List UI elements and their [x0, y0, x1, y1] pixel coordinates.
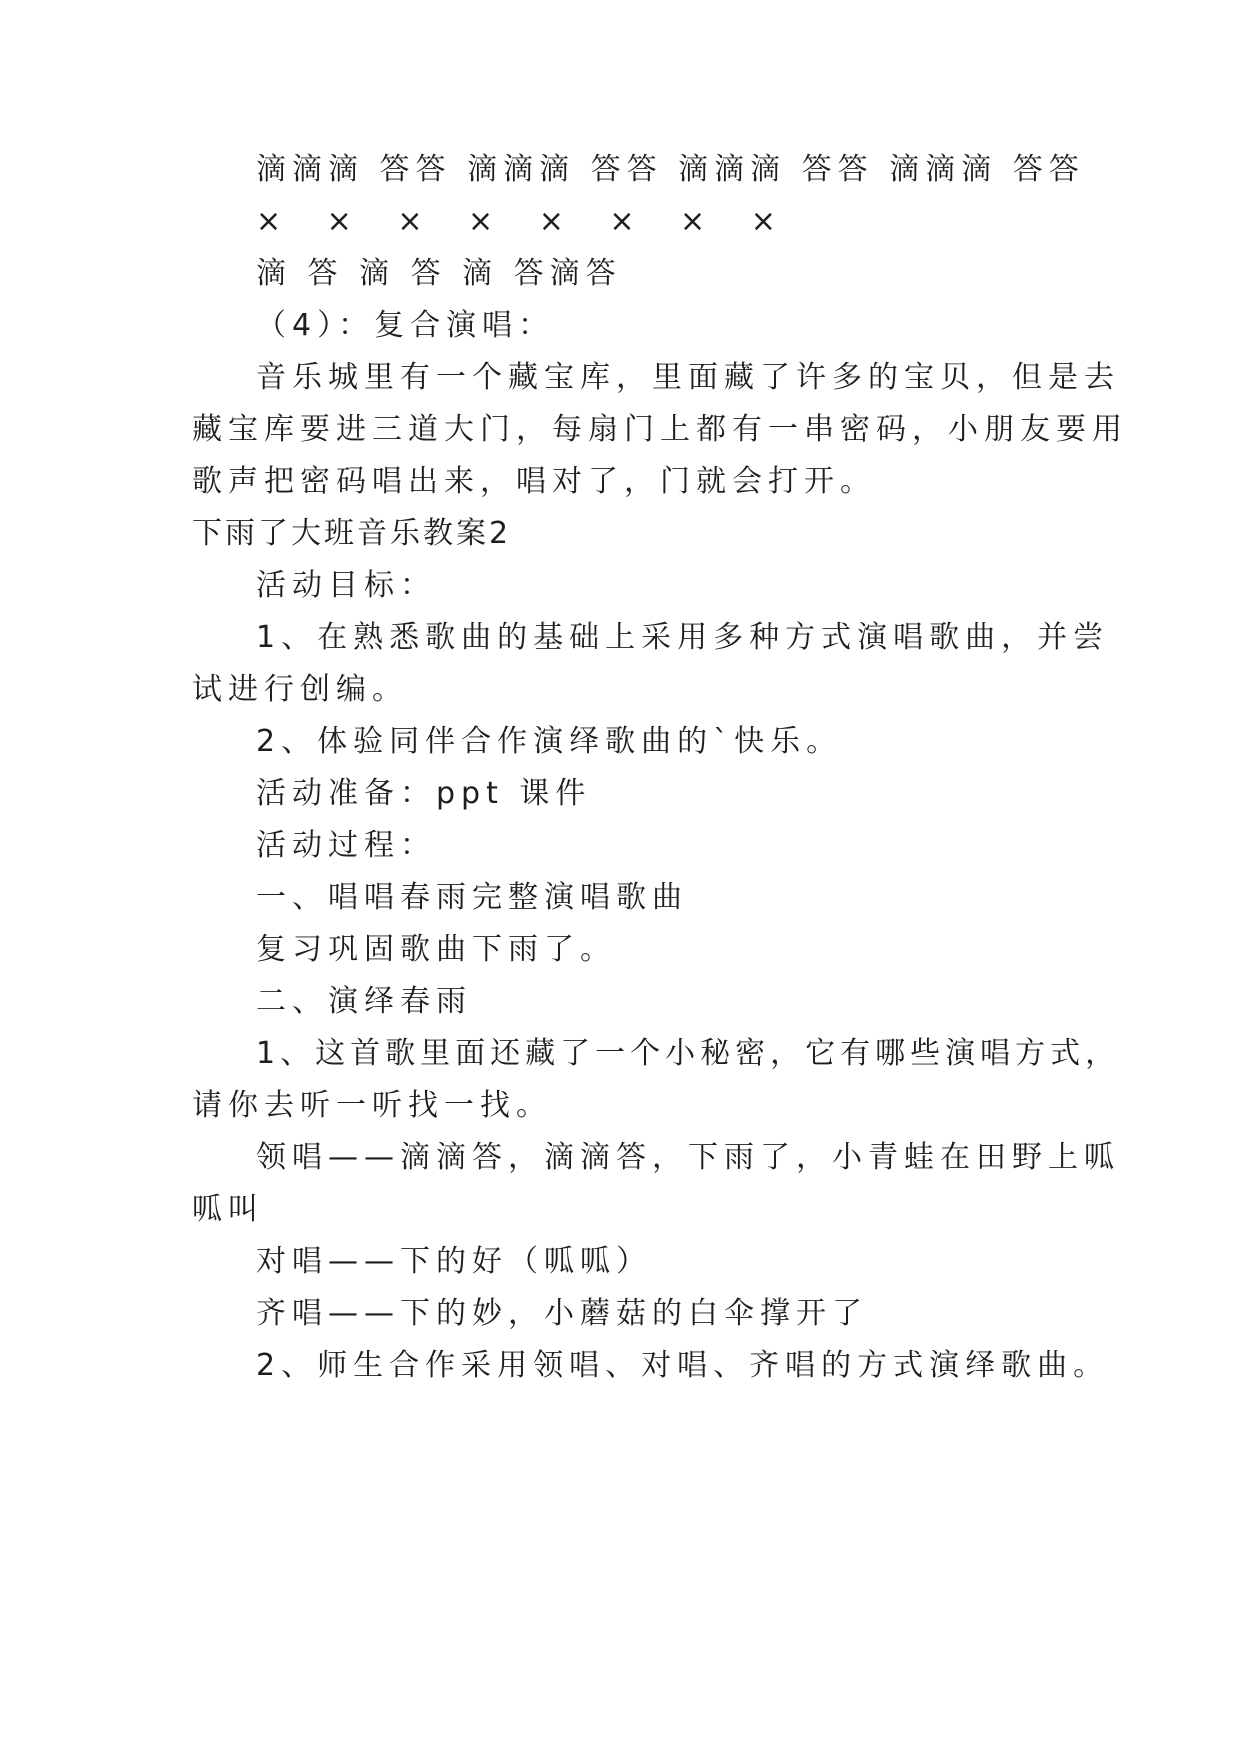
- rhythm-marks-line: × × × × × × × ×: [256, 204, 794, 239]
- paragraph-line: 呱叫: [192, 1192, 264, 1227]
- paragraph-line: 歌声把密码唱出来，唱对了，门就会打开。: [192, 464, 876, 499]
- section-label: （4）：复合演唱：: [256, 308, 555, 343]
- paragraph-line: 1、这首歌里面还藏了一个小秘密，它有哪些演唱方式，: [256, 1036, 1121, 1071]
- paragraph-line: 活动准备：ppt 课件: [256, 776, 592, 811]
- paragraph-line: 齐唱——下的妙，小蘑菇的白伞撑开了: [256, 1296, 868, 1331]
- paragraph-line: 复习巩固歌曲下雨了。: [256, 932, 616, 967]
- paragraph-line: 一、唱唱春雨完整演唱歌曲: [256, 880, 688, 915]
- paragraph-line: 试进行创编。: [192, 672, 408, 707]
- paragraph-line: 领唱——滴滴答，滴滴答，下雨了，小青蛙在田野上呱: [256, 1140, 1120, 1175]
- paragraph-line: 对唱——下的好（呱呱）: [256, 1244, 652, 1279]
- section-label: 活动目标：: [256, 568, 436, 603]
- rhythm-line: 滴滴滴 答答 滴滴滴 答答 滴滴滴 答答 滴滴滴 答答: [256, 152, 1085, 187]
- section-label: 活动过程：: [256, 828, 436, 863]
- paragraph-line: 1、在熟悉歌曲的基础上采用多种方式演唱歌曲，并尝: [256, 620, 1110, 655]
- paragraph-line: 藏宝库要进三道大门，每扇门上都有一串密码，小朋友要用: [192, 412, 1128, 447]
- paragraph-line: 2、体验同伴合作演绎歌曲的`快乐。: [256, 724, 843, 759]
- rhythm-line: 滴 答 滴 答 滴 答滴答: [256, 256, 622, 291]
- paragraph-line: 请你去听一听找一找。: [192, 1088, 552, 1123]
- document-heading: 下雨了大班音乐教案2: [192, 516, 512, 551]
- paragraph-line: 二、演绎春雨: [256, 984, 472, 1019]
- paragraph-line: 2、师生合作采用领唱、对唱、齐唱的方式演绎歌曲。: [256, 1348, 1110, 1383]
- paragraph-line: 音乐城里有一个藏宝库，里面藏了许多的宝贝，但是去: [256, 360, 1120, 395]
